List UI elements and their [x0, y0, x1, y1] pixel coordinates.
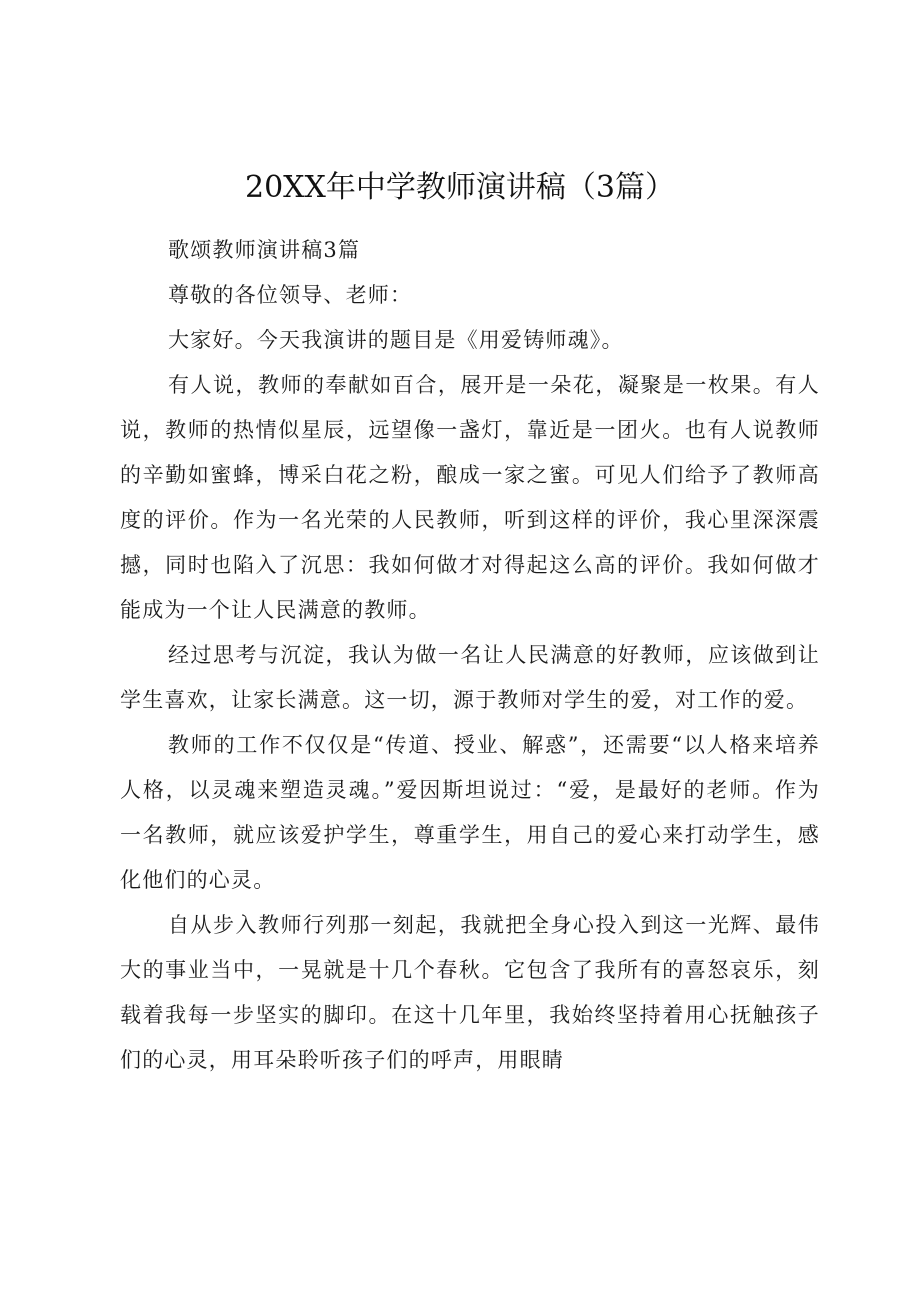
- paragraph-body: 经过思考与沉淀，我认为做一名让人民满意的好教师，应该做到让学生喜欢，让家长满意。这一切，源于教师对学生的爱，对工作的爱。: [120, 643, 820, 712]
- paragraph-subtitle: 歌颂教师演讲稿3篇: [168, 238, 361, 262]
- paragraph-salutation: 尊敬的各位领导、老师：: [168, 283, 413, 307]
- paragraph-greeting: 大家好。今天我演讲的题目是《用爱铸师魂》。: [168, 328, 624, 352]
- paragraph-body: 有人说，教师的奉献如百合，展开是一朵花，凝聚是一枚果。有人说，教师的热情似星辰，远望像一盏灯，靠近是一团火。也有人说教师的辛勤如蜜蜂，博采白花之粉，酿成一家之蜜。可见人们给予了教师高度的评价。作为一名光荣的人民教师，听到这样的评价，我心里深深震撼，同时也陷入了沉思：我如何做才对得起这么高的评价。我如何做才能成为一个让人民满意的教师。: [120, 373, 820, 622]
- paragraph-body: 自从步入教师行列那一刻起，我就把全身心投入到这一光辉、最伟大的事业当中，一晃就是十几个春秋。它包含了我所有的喜怒哀乐，刻载着我每一步坚实的脚印。在这十几年里，我始终坚持着用心抚触孩子们的心灵，用耳朵聆听孩子们的呼声，用眼睛: [120, 913, 820, 1072]
- document-body: [120, 228, 820, 1083]
- paragraph-body: 教师的工作不仅仅是“传道、授业、解惑”，还需要“以人格来培养人格，以灵魂来塑造灵魂。”爱因斯坦说过：“爱，是最好的老师。作为一名教师，就应该爱护学生，尊重学生，用自己的爱心来打动学生，感化他们的心灵。: [120, 733, 820, 892]
- document-title: 20XX年中学教师演讲稿（3篇）: [245, 170, 675, 205]
